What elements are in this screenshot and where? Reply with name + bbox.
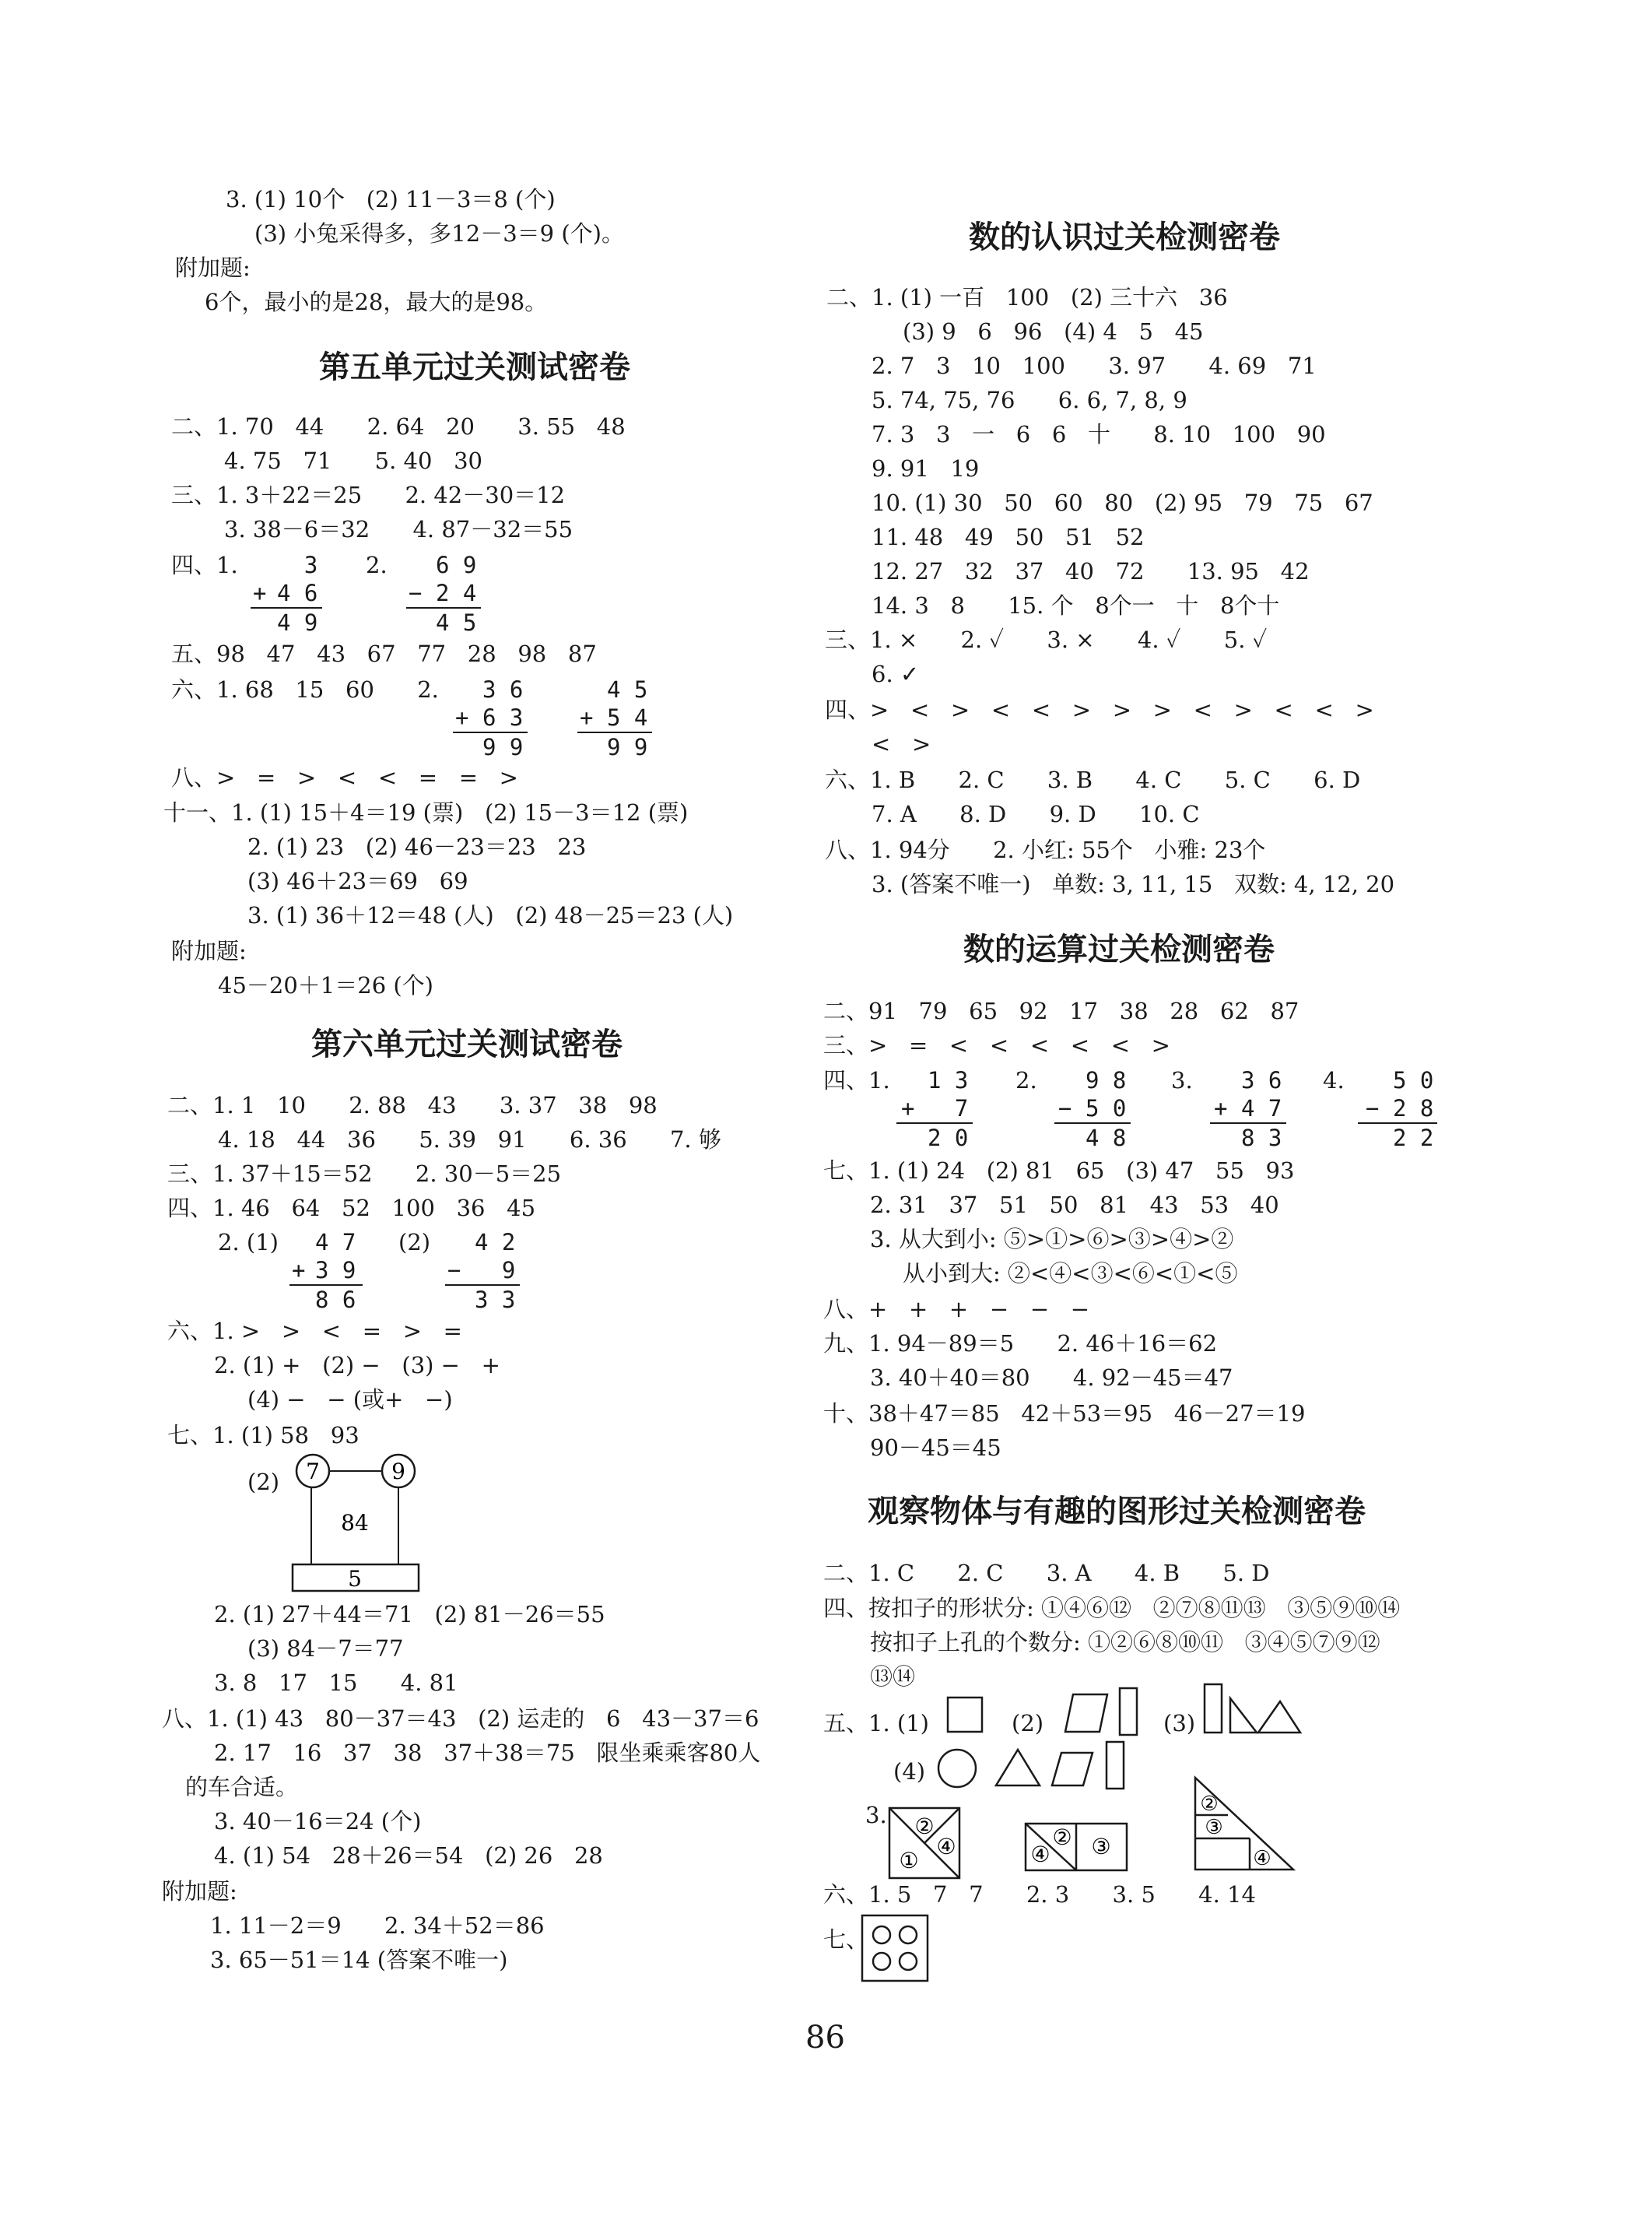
calc-operator: + bbox=[292, 1257, 306, 1283]
calc-result: 8 3 bbox=[1241, 1125, 1282, 1151]
text-line: 6个，最小的是28，最大的是98。 bbox=[205, 289, 548, 315]
calc-result: 9 9 bbox=[482, 734, 524, 760]
text-line: 3. (1) 10个 (2) 11－3＝8 (个) bbox=[226, 186, 556, 212]
text-line: < > bbox=[872, 731, 931, 757]
section-heading-unit6: 第六单元过关测试密卷 bbox=[311, 1027, 623, 1062]
text-line: (3) 46＋23＝69 69 bbox=[247, 868, 468, 894]
text-line: 二、1. 1 10 2. 88 43 3. 37 38 98 bbox=[167, 1092, 658, 1118]
calc-rule bbox=[1054, 1122, 1131, 1124]
text-line: 六、1. 68 15 60 2. bbox=[171, 676, 439, 703]
text-line: 九、1. 94－89＝5 2. 46＋16＝62 bbox=[823, 1330, 1218, 1357]
calc-top: 3 bbox=[277, 552, 318, 578]
piece-label: ④ bbox=[936, 1834, 956, 1859]
calc-rule bbox=[453, 732, 528, 733]
piece-label: ② bbox=[1052, 1824, 1072, 1850]
calc-operator: + bbox=[580, 704, 594, 731]
calc-top: 4 5 bbox=[607, 676, 648, 703]
text-line: 三、1. × 2. ✓ 3. × 4. ✓ 5. ✓ bbox=[825, 627, 1268, 653]
text-line: 四、> < > < < > > > < > < < > bbox=[825, 697, 1374, 723]
text-line: 的车合适。 bbox=[185, 1774, 299, 1800]
square-shape bbox=[945, 1695, 984, 1734]
text-line: (2) bbox=[398, 1229, 431, 1255]
calc-operator: + bbox=[1214, 1095, 1228, 1122]
text-line: (3) 小兔采得多，多12－3＝9 (个)。 bbox=[254, 220, 624, 247]
text-line: 2. (1) bbox=[218, 1229, 279, 1255]
calc-result: 4 8 bbox=[1086, 1125, 1127, 1151]
text-line: 七、1. (1) 58 93 bbox=[167, 1422, 360, 1448]
text-line: 四、1. 46 64 52 100 36 45 bbox=[167, 1195, 536, 1221]
text-line: ⑬⑭ bbox=[870, 1663, 916, 1690]
text-line: 四、1. bbox=[823, 1067, 890, 1094]
center-value: 84 bbox=[341, 1510, 369, 1536]
calc-operator: + bbox=[455, 704, 469, 731]
text-line: 八、+ + + − − − bbox=[823, 1296, 1090, 1322]
text-line: 5. 74, 75, 76 6. 6, 7, 8, 9 bbox=[872, 387, 1187, 413]
text-line: (4) bbox=[893, 1758, 926, 1785]
text-line: 2. (1) + (2) − (3) − + bbox=[214, 1352, 500, 1378]
parallelogram-rectangle-shapes bbox=[1054, 1685, 1148, 1740]
text-line: 3. 40＋40＝80 4. 92－45＝47 bbox=[870, 1364, 1233, 1391]
text-line: 二、1. C 2. C 3. A 4. B 5. D bbox=[823, 1560, 1270, 1586]
text-line: 七、 bbox=[823, 1926, 869, 1953]
piece-label: ② bbox=[914, 1813, 935, 1839]
piece-label: ③ bbox=[1205, 1816, 1223, 1839]
calc-top: 1 3 bbox=[928, 1067, 969, 1094]
section-heading-number-recognition: 数的认识过关检测密卷 bbox=[969, 219, 1280, 255]
text-line: 二、1. (1) 一百 100 (2) 三十六 36 bbox=[826, 284, 1228, 311]
text-line: 四、1. bbox=[171, 552, 238, 578]
calc-result: 8 6 bbox=[315, 1287, 356, 1313]
circle-triangle-parallelogram-rectangle-shapes bbox=[934, 1737, 1136, 1792]
piece-label: ④ bbox=[1253, 1847, 1271, 1870]
calc-top: 5 0 bbox=[1393, 1067, 1434, 1094]
text-line: 4. 18 44 36 5. 39 91 6. 36 7. 够 bbox=[218, 1126, 721, 1153]
text-line: 五、98 47 43 67 77 28 98 87 bbox=[171, 641, 597, 667]
calc-rule bbox=[445, 1284, 520, 1286]
text-line: 2. 31 37 51 50 81 43 53 40 bbox=[870, 1192, 1279, 1218]
calc-operator: + bbox=[253, 580, 267, 606]
text-line: 从小到大: ②<④<③<⑥<①<⑤ bbox=[903, 1260, 1238, 1287]
calc-result: 4 9 bbox=[277, 609, 318, 636]
calc-operator: − bbox=[409, 580, 423, 606]
calc-addend: 6 3 bbox=[482, 704, 524, 731]
text-line: 六、1. > > < = > = bbox=[167, 1318, 462, 1344]
text-line: 按扣子上孔的个数分: ①②⑥⑧⑩⑪ ③④⑤⑦⑨⑫ bbox=[870, 1629, 1380, 1655]
text-line: 四、按扣子的形状分: ①④⑥⑫ ②⑦⑧⑪⑬ ③⑤⑨⑩⑭ bbox=[823, 1595, 1401, 1621]
page-number: 86 bbox=[805, 2020, 845, 2056]
piece-label: ① bbox=[899, 1848, 919, 1873]
calc-rule bbox=[896, 1122, 973, 1124]
text-line: 八、> = > < < = = > bbox=[171, 764, 518, 791]
calc-operator: − bbox=[1366, 1095, 1380, 1122]
piece-label: ④ bbox=[1030, 1842, 1050, 1867]
calc-subtrahend: 2 4 bbox=[436, 580, 477, 606]
calc-result: 4 5 bbox=[436, 609, 477, 636]
text-line: 二、1. 70 44 2. 64 20 3. 55 48 bbox=[171, 413, 626, 440]
circle-value: 7 bbox=[306, 1459, 320, 1484]
text-line: 6. ✓ bbox=[872, 661, 920, 687]
calc-top: 3 6 bbox=[482, 676, 524, 703]
button-four-holes-figure bbox=[860, 1913, 930, 1985]
calc-rule bbox=[406, 607, 481, 609]
calc-addend: 5 4 bbox=[607, 704, 648, 731]
text-line: 45－20＋1＝26 (个) bbox=[218, 972, 434, 999]
rectangle-triangle-shapes bbox=[1202, 1681, 1311, 1740]
text-line: 六、1. 5 7 7 2. 3 3. 5 4. 14 bbox=[823, 1881, 1256, 1908]
text-line: 11. 48 49 50 51 52 bbox=[872, 524, 1145, 550]
calc-addend: 4 6 bbox=[277, 580, 318, 606]
calc-operator: + bbox=[901, 1095, 915, 1122]
text-line: 7. 3 3 一 6 6 十 8. 10 100 90 bbox=[872, 421, 1326, 448]
tangram-figure bbox=[1023, 1821, 1132, 1876]
calc-operator: − bbox=[447, 1257, 461, 1283]
tangram-figure bbox=[1191, 1773, 1300, 1874]
text-line: 三、> = < < < < < > bbox=[823, 1032, 1170, 1059]
text-line: 4. bbox=[1323, 1067, 1345, 1094]
text-line: 2. bbox=[366, 552, 388, 578]
section-heading-shapes: 观察物体与有趣的图形过关检测密卷 bbox=[868, 1494, 1366, 1529]
calc-rule bbox=[289, 1284, 363, 1286]
calc-rule bbox=[1210, 1122, 1286, 1124]
text-line: (2) bbox=[247, 1469, 280, 1495]
text-line: 3. (1) 36＋12＝48 (人) (2) 48－25＝23 (人) bbox=[247, 902, 734, 929]
text-line: 4. (1) 54 28＋26＝54 (2) 26 28 bbox=[214, 1842, 603, 1869]
text-line: 3. bbox=[865, 1802, 887, 1828]
calc-subtrahend: 5 0 bbox=[1086, 1095, 1127, 1122]
calc-result: 2 0 bbox=[928, 1125, 969, 1151]
box-value: 5 bbox=[348, 1566, 362, 1592]
text-line: 2. (1) 27＋44＝71 (2) 81－26＝55 bbox=[214, 1601, 605, 1627]
text-line: 七、1. (1) 24 (2) 81 65 (3) 47 55 93 bbox=[823, 1157, 1295, 1184]
text-line: 2. (1) 23 (2) 46－23＝23 23 bbox=[247, 834, 587, 860]
calc-operator: − bbox=[1058, 1095, 1072, 1122]
calc-top: 4 2 bbox=[475, 1229, 516, 1255]
text-line: 六、1. B 2. C 3. B 4. C 5. C 6. D bbox=[825, 767, 1361, 793]
text-line: 2. bbox=[1015, 1067, 1037, 1094]
text-line: 二、91 79 65 92 17 38 28 62 87 bbox=[823, 998, 1300, 1024]
text-line: (2) bbox=[1012, 1710, 1044, 1736]
calc-addend: 4 7 bbox=[1241, 1095, 1282, 1122]
text-line: 3. 从大到小: ⑤>①>⑥>③>④>② bbox=[870, 1226, 1234, 1252]
text-line: (3) 9 6 96 (4) 4 5 45 bbox=[903, 318, 1204, 345]
text-line: (3) bbox=[1163, 1710, 1196, 1736]
piece-label: ② bbox=[1200, 1792, 1219, 1816]
calc-result: 3 3 bbox=[475, 1287, 516, 1313]
text-line: 2. 17 16 37 38 37＋38＝75 限坐乘乘客80人 bbox=[214, 1740, 761, 1766]
text-line: 3. bbox=[1171, 1067, 1193, 1094]
text-line: 3. 40－16＝24 (个) bbox=[214, 1808, 422, 1835]
tangram-figure bbox=[887, 1806, 973, 1884]
text-line: (4) − − (或+ −) bbox=[247, 1386, 453, 1413]
text-line: 9. 91 19 bbox=[872, 455, 980, 482]
text-line: 十一、1. (1) 15＋4＝19 (票) (2) 15－3＝12 (票) bbox=[163, 799, 689, 826]
calc-result: 9 9 bbox=[607, 734, 648, 760]
text-line: 五、1. (1) bbox=[823, 1710, 929, 1736]
text-line: 八、1. 94分 2. 小红: 55个 小雅: 23个 bbox=[825, 837, 1266, 863]
calc-subtrahend: 2 8 bbox=[1393, 1095, 1434, 1122]
text-line: 八、1. (1) 43 80－37＝43 (2) 运走的 6 43－37＝6 bbox=[162, 1705, 759, 1732]
text-line: (3) 84－7＝77 bbox=[247, 1635, 404, 1662]
text-line: 14. 3 8 15. 个 8个一 十 8个十 bbox=[872, 592, 1280, 619]
text-line: 附加题: bbox=[162, 1878, 237, 1905]
text-line: 10. (1) 30 50 60 80 (2) 95 79 75 67 bbox=[872, 490, 1373, 516]
calc-top: 9 8 bbox=[1086, 1067, 1127, 1094]
text-line: 三、1. 3＋22＝25 2. 42－30＝12 bbox=[171, 482, 566, 508]
text-line: 90－45＝45 bbox=[870, 1434, 1001, 1461]
calc-rule bbox=[577, 732, 652, 733]
circle-value: 9 bbox=[391, 1459, 405, 1484]
section-heading-number-operations: 数的运算过关检测密卷 bbox=[963, 932, 1275, 967]
text-line: 7. A 8. D 9. D 10. C bbox=[872, 801, 1200, 827]
text-line: 1. 11－2＝9 2. 34＋52＝86 bbox=[210, 1912, 545, 1939]
calc-addend: 7 bbox=[928, 1095, 969, 1122]
calc-top: 3 6 bbox=[1241, 1067, 1282, 1094]
text-line: 3. (答案不唯一) 单数: 3, 11, 15 双数: 4, 12, 20 bbox=[872, 871, 1395, 897]
text-line: 3. 65－51＝14 (答案不唯一) bbox=[210, 1947, 508, 1973]
calc-top: 6 9 bbox=[436, 552, 477, 578]
text-line: 附加题: bbox=[171, 938, 247, 964]
text-line: 十、38＋47＝85 42＋53＝95 46－27＝19 bbox=[823, 1400, 1306, 1427]
calc-rule bbox=[1358, 1122, 1437, 1124]
calc-rule bbox=[251, 607, 322, 609]
calc-top: 4 7 bbox=[315, 1229, 356, 1255]
text-line: 附加题: bbox=[175, 255, 251, 281]
text-line: 12. 27 32 37 40 72 13. 95 42 bbox=[872, 558, 1310, 585]
text-line: 三、1. 37＋15＝52 2. 30－5＝25 bbox=[167, 1160, 562, 1187]
text-line: 3. 8 17 15 4. 81 bbox=[214, 1670, 458, 1696]
calc-result: 2 2 bbox=[1393, 1125, 1434, 1151]
text-line: 3. 38－6＝32 4. 87－32＝55 bbox=[224, 516, 573, 542]
calc-subtrahend: 9 bbox=[475, 1257, 516, 1283]
calc-addend: 3 9 bbox=[315, 1257, 356, 1283]
section-heading-unit5: 第五单元过关测试密卷 bbox=[319, 349, 630, 385]
piece-label: ③ bbox=[1091, 1834, 1111, 1859]
text-line: 2. 7 3 10 100 3. 97 4. 69 71 bbox=[872, 353, 1317, 379]
number-puzzle-diagram bbox=[288, 1452, 428, 1592]
text-line: 4. 75 71 5. 40 30 bbox=[224, 448, 482, 474]
